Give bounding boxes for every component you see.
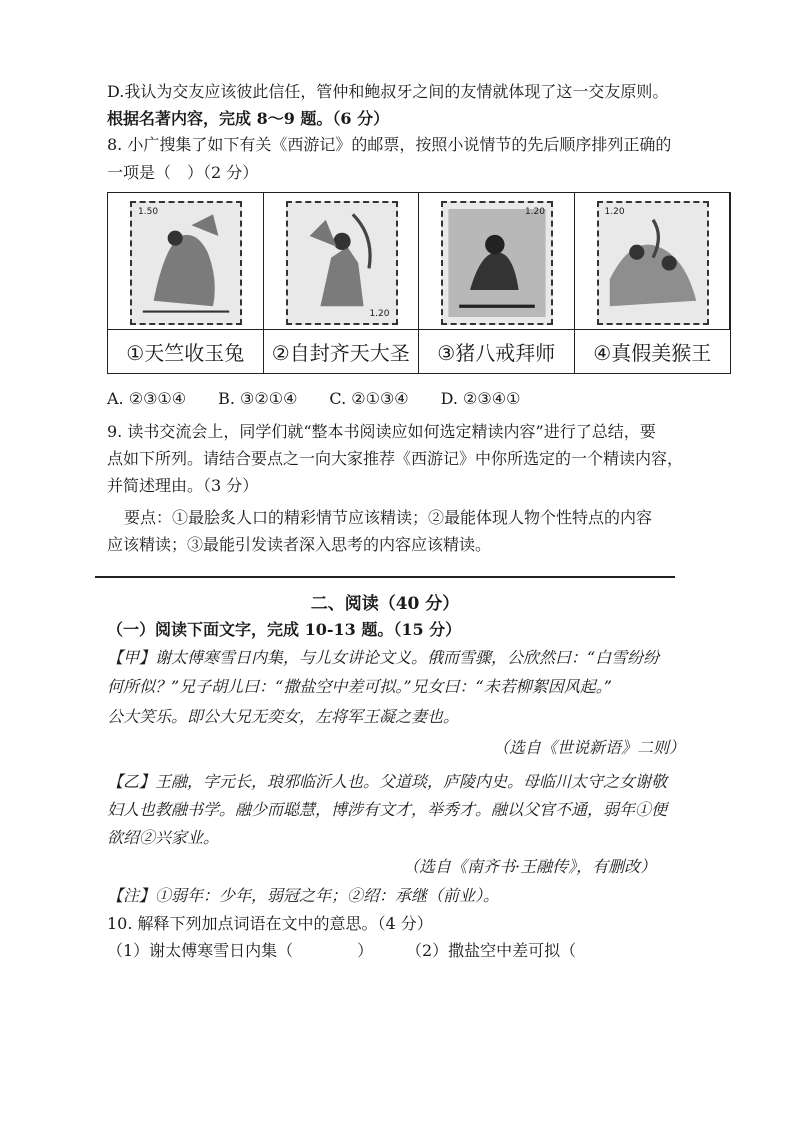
question-8-line1: 8. 小广搜集了如下有关《西游记》的邮票，按照小说情节的先后顺序排列正确的	[107, 135, 672, 154]
question-9-line3: 并简述理由。（3 分）	[107, 476, 259, 495]
section-divider	[95, 576, 675, 578]
source-jia: （选自《世说新语》二则）	[493, 738, 686, 757]
passage-jia-line1: 【甲】谢太傅寒雪日内集，与儿女讲论文义。俄而雪骤，公欣然曰：“白雪纷纷	[107, 648, 660, 667]
stamp-caption-1: ①天竺收玉兔	[108, 329, 264, 373]
stamp-image-3	[441, 201, 553, 325]
stamp-illustration-2	[288, 203, 396, 323]
stamp-image-2	[286, 201, 398, 325]
stamp-illustration-3	[443, 203, 551, 323]
stamp-cell-2	[264, 193, 420, 329]
question-8-options: A. ②③①④ B. ③②①④ C. ②①③④ D. ②③④①	[107, 389, 521, 408]
stamp-table	[107, 192, 731, 374]
passage-jia-line3: 公大笑乐。即公大兄无奕女，左将军王凝之妻也。	[107, 707, 460, 726]
passage-yi-line1: 【乙】王融，字元长，琅邪临沂人也。父道琰，庐陵内史。母临川太守之女谢敬	[107, 772, 668, 791]
stamp-price-3: 1.20	[524, 207, 545, 217]
stamp-image-1	[130, 201, 242, 325]
annotation-note: 【注】①弱年：少年，弱冠之年；②绍：承继（前业）。	[107, 886, 500, 905]
passage-yi-line2: 妇人也教融书学。融少而聪慧，博涉有文才，举秀才。融以父官不通，弱年①便	[107, 800, 668, 819]
section-title: 二、阅读（40 分）	[310, 594, 460, 614]
stamp-cell-1	[108, 193, 264, 329]
key-points-line2: 应该精读；③最能引发读者深入思考的内容应该精读。	[107, 535, 492, 554]
stamp-caption-3: ③猪八戒拜师	[419, 329, 575, 373]
stamp-illustration-4	[599, 203, 707, 323]
question-8-line2: 一项是（ ）（2 分）	[107, 163, 259, 182]
stamp-cell-3	[419, 193, 575, 329]
question-9-line1: 9. 读书交流会上，同学们就“整本书阅读应如何选定精读内容”进行了总结，要	[107, 422, 656, 441]
part-1-instruction: （一）阅读下面文字，完成 10-13 题。（15 分）	[107, 620, 462, 639]
question-10: 10. 解释下列加点词语在文中的意思。（4 分）	[107, 914, 433, 933]
source-yi: （选自《南齐书·王融传》，有删改）	[403, 857, 657, 876]
key-points-line1: 要点：①最脍炙人口的精彩情节应该精读；②最能体现人物个性特点的内容	[124, 508, 653, 527]
stamp-caption-4: ④真假美猴王	[575, 329, 731, 373]
option-d-text: D.我认为交友应该彼此信任，管仲和鲍叔牙之间的友情就体现了这一交友原则。	[107, 82, 669, 101]
question-10-item1: （1）谢太傅寒雪日内集（ ）	[107, 941, 374, 960]
question-10-item2: （2）撒盐空中差可拟（	[406, 941, 577, 960]
stamp-image-4	[597, 201, 709, 325]
question-9-line2: 点如下所列。请结合要点之一向大家推荐《西游记》中你所选定的一个精读内容，	[107, 449, 684, 468]
stamp-price-4: 1.20	[604, 207, 625, 217]
stamp-caption-2: ②自封齐天大圣	[264, 329, 420, 373]
instruction-q8-9: 根据名著内容，完成 8～9 题。（6 分）	[107, 109, 390, 128]
passage-jia-line2: 何所似？”兄子胡儿曰：“撒盐空中差可拟。”兄女曰：“未若柳絮因风起。”	[107, 677, 612, 696]
stamp-price-1: 1.50	[138, 207, 159, 217]
stamp-illustration-1	[132, 203, 240, 323]
stamp-price-2: 1.20	[369, 309, 390, 319]
passage-yi-line3: 欲绍②兴家业。	[107, 828, 220, 847]
stamp-cell-4	[575, 193, 731, 329]
